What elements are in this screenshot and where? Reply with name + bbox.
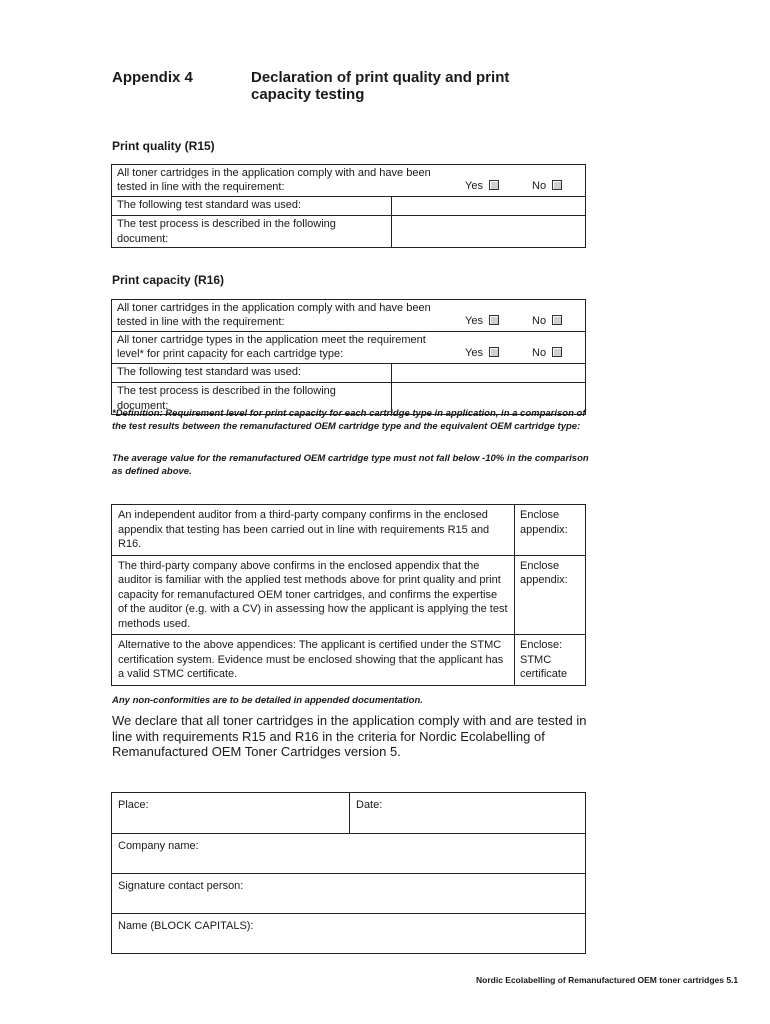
- pc-meet-line2: level* for print capacity for each cartridge type:: [117, 347, 344, 360]
- pq-comply-line1: All toner cartridges in the application comply with and have been: [117, 167, 431, 179]
- pq-test-process-label: The test process is described in the following document:: [112, 216, 392, 248]
- pc-test-standard-label: The following test standard was used:: [112, 364, 392, 383]
- average-note: The average value for the remanufactured OEM cartridge type must not fall below -10% in the comparison as defined above.: [112, 453, 589, 477]
- no-label: No: [532, 314, 547, 327]
- auditor-table: [111, 504, 586, 686]
- auditor-row1-text: An independent auditor from a third-party company confirms in the enclosed appendix that testing has been carried out in line with requirements R15 and R16.: [112, 505, 515, 556]
- pc-meet-yes[interactable]: [465, 346, 499, 361]
- print-quality-heading: Print quality (R15): [112, 139, 215, 153]
- declaration-text: We declare that all toner cartridges in the application comply with and are tested in line with requirements R15 and R16 in the criteria for Nordic Ecolabelling of Remanufactured OEM Toner Cartridges version 5.: [112, 713, 587, 759]
- auditor-row3-action: Enclose: STMC certificate: [515, 635, 586, 686]
- pq-comply-no[interactable]: [532, 179, 562, 194]
- pc-comply-yes[interactable]: [465, 314, 499, 329]
- nonconformity-note: Any non-conformities are to be detailed in appended documentation.: [112, 695, 423, 706]
- auditor-row2-action: Enclose appendix:: [515, 555, 586, 635]
- page-footer: Nordic Ecolabelling of Remanufactured OEM toner cartridges 5.1: [476, 975, 739, 985]
- no-label: No: [532, 179, 547, 192]
- signature-field[interactable]: [112, 874, 586, 914]
- block-capitals-name-field[interactable]: [112, 914, 586, 954]
- pc-meet-row: [112, 332, 586, 364]
- print-quality-table: [111, 164, 586, 248]
- checkbox-icon[interactable]: [552, 180, 562, 190]
- checkbox-icon[interactable]: [552, 347, 562, 357]
- date-field[interactable]: [350, 793, 586, 834]
- pc-comply-line2: tested in line with the requirement:: [117, 315, 285, 328]
- no-label: No: [532, 346, 547, 359]
- pc-test-standard-field[interactable]: [392, 364, 586, 383]
- pc-comply-row: [112, 300, 586, 332]
- checkbox-icon[interactable]: [489, 315, 499, 325]
- pq-test-standard-label: The following test standard was used:: [112, 197, 392, 216]
- print-capacity-heading: Print capacity (R16): [112, 273, 225, 287]
- company-name-label: Company name:: [118, 840, 199, 852]
- date-label: Date:: [356, 799, 383, 811]
- checkbox-icon[interactable]: [489, 180, 499, 190]
- yes-label: Yes: [465, 314, 483, 327]
- page-title: Declaration of print quality and print capacity testing: [251, 69, 510, 103]
- pc-comply-line1: All toner cartridges in the application comply with and have been: [117, 302, 431, 314]
- yes-label: Yes: [465, 179, 483, 192]
- pc-comply-no[interactable]: [532, 314, 562, 329]
- definition-note: *Definition: Requirement level for print capacity for each cartridge type in application, in a comparison of the test results between the remanufactured OEM cartridge type and the equivalent OEM cartridge type:: [112, 408, 586, 432]
- pq-test-process-field[interactable]: [392, 216, 586, 248]
- pq-test-standard-field[interactable]: [392, 197, 586, 216]
- place-label: Place:: [118, 799, 149, 811]
- print-capacity-table: [111, 299, 586, 415]
- company-name-field[interactable]: [112, 834, 586, 874]
- place-field[interactable]: [112, 793, 350, 834]
- signature-label: Signature contact person:: [118, 880, 244, 892]
- appendix-label: Appendix 4: [112, 69, 193, 86]
- pq-comply-line2: tested in line with the requirement:: [117, 180, 285, 193]
- auditor-row3-text: Alternative to the above appendices: The applicant is certified under the STMC certification system. Evidence must be enclosed showing that the applicant has a valid STMC certificate.: [112, 635, 515, 686]
- yes-label: Yes: [465, 346, 483, 359]
- pq-comply-yes[interactable]: [465, 179, 499, 194]
- pc-meet-no[interactable]: [532, 346, 562, 361]
- pc-meet-line1: All toner cartridge types in the application meet the requirement: [117, 334, 426, 346]
- auditor-row1-action: Enclose appendix:: [515, 505, 586, 556]
- checkbox-icon[interactable]: [552, 315, 562, 325]
- signature-table: [111, 792, 586, 954]
- pc-test-process-label: The test process is described in the following document:: [112, 383, 392, 415]
- checkbox-icon[interactable]: [489, 347, 499, 357]
- pq-comply-row: [112, 165, 586, 197]
- auditor-row2-text: The third-party company above confirms in the enclosed appendix that the auditor is familiar with the applied test methods above for print quality and print capacity for remanufactured OEM toner cartridges, and confirms the expertise of the auditor (e.g. with a CV) in assessing how the applicant is applying the test methods used.: [112, 555, 515, 635]
- block-capitals-name-label: Name (BLOCK CAPITALS):: [118, 920, 254, 932]
